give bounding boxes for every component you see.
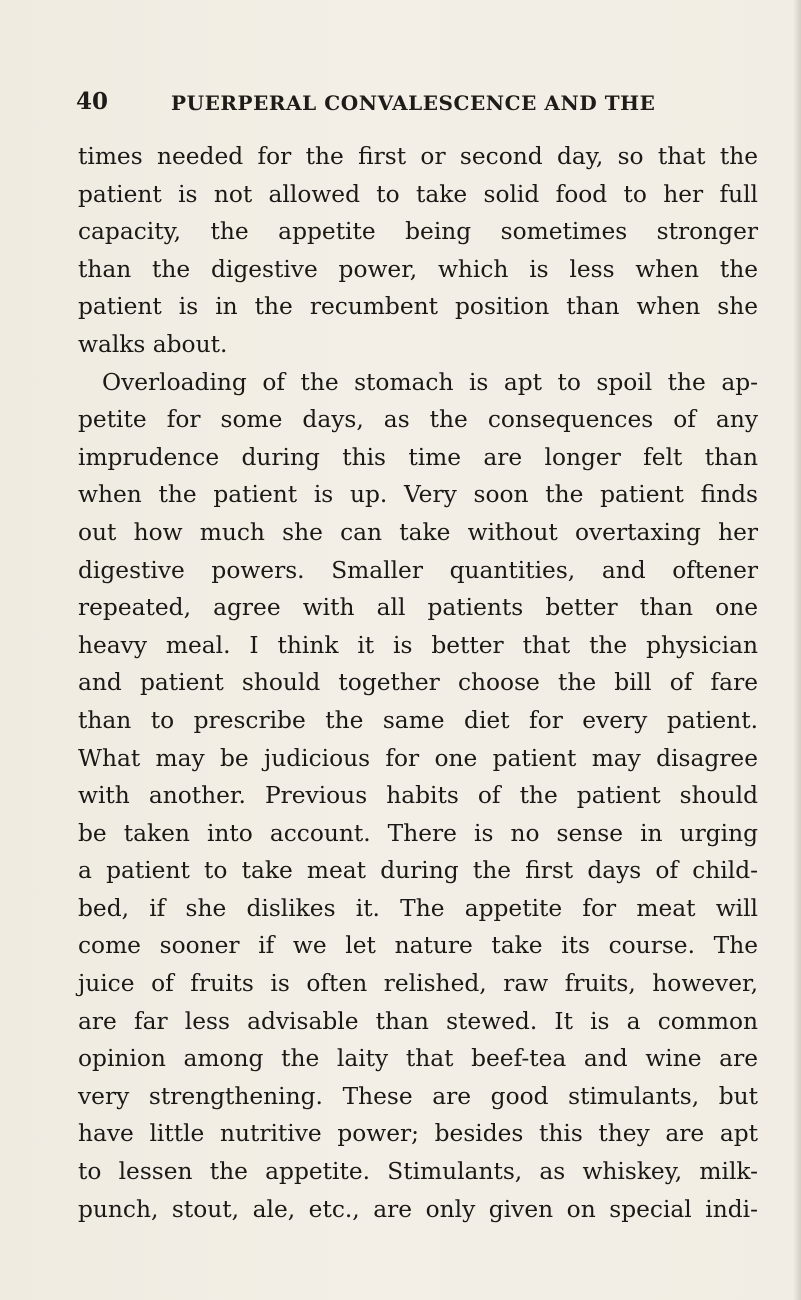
text-line: than to prescribe the same diet for every patient.: [78, 706, 758, 734]
text-line: out how much she can take without overtaxing her: [78, 518, 758, 546]
running-header: [76, 88, 756, 116]
text-line: be taken into account. There is no sense in urging: [78, 819, 758, 847]
text-line: times needed for the first or second day, so that the: [78, 143, 758, 170]
text-line: bed, if she dislikes it. The appetite for meat will: [78, 894, 758, 922]
text-line: walks about.: [78, 330, 228, 358]
text-line: heavy meal. I think it is better that the physician: [78, 631, 758, 659]
text-line: repeated, agree with all patients better than one: [78, 594, 758, 622]
text-line: with another. Previous habits of the patient should: [78, 782, 758, 810]
text-line: opinion among the laity that beef-tea and wine are: [78, 1045, 758, 1073]
text-line: juice of fruits is often relished, raw fruits, however,: [78, 970, 758, 998]
text-line: patient is in the recumbent position than when she: [78, 293, 758, 321]
text-line: capacity, the appetite being sometimes stronger: [78, 218, 758, 246]
text-line: a patient to take meat during the first days of child-: [78, 857, 758, 885]
text-line: patient is not allowed to take solid food to her full: [78, 180, 758, 208]
text-line: very strengthening. These are good stimulants, but: [78, 1082, 758, 1110]
text-line: to lessen the appetite. Stimulants, as whiskey, milk-: [78, 1158, 758, 1186]
page-edge-shadow: [793, 0, 801, 1300]
text-line: imprudence during this time are longer felt than: [78, 443, 758, 471]
text-line: petite for some days, as the consequences of any: [78, 406, 758, 434]
text-line: when the patient is up. Very soon the patient finds: [78, 481, 758, 509]
text-line: come sooner if we let nature take its course. The: [78, 932, 758, 960]
text-line: and patient should together choose the bill of fare: [78, 669, 758, 697]
text-line: than the digestive power, which is less when the: [78, 255, 758, 283]
page-number: 40: [76, 88, 109, 115]
text-line: are far less advisable than stewed. It is a common: [78, 1007, 758, 1035]
body-text: [78, 138, 758, 1228]
text-line: What may be judicious for one patient may disagree: [78, 744, 758, 772]
text-line: digestive powers. Smaller quantities, and oftener: [78, 556, 758, 584]
text-line: have little nutritive power; besides this they are apt: [78, 1120, 758, 1148]
text-line: punch, stout, ale, etc., are only given on special indi-: [78, 1195, 758, 1223]
running-title: PUERPERAL CONVALESCENCE AND THE: [171, 91, 656, 115]
text-line: Overloading of the stomach is apt to spoil the ap-: [102, 368, 758, 396]
